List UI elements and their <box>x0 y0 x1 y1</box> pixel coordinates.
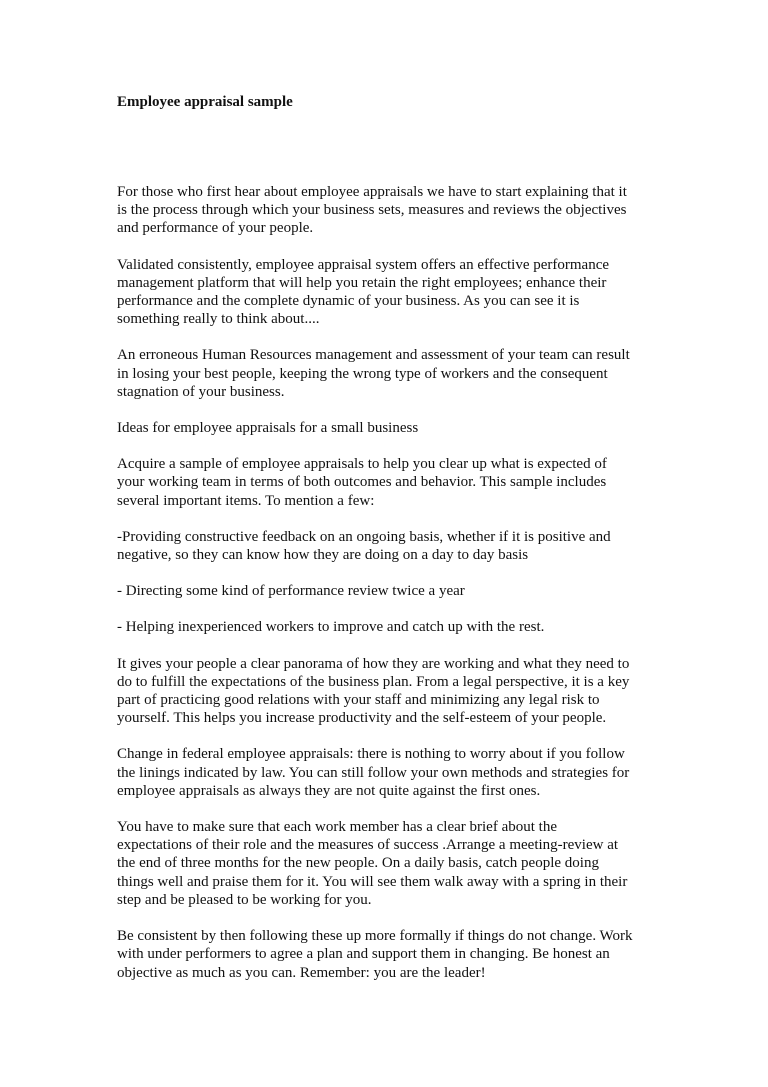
text-line: management platform that will help you retain the right employees; enhance their <box>117 274 607 291</box>
text-line: Change in federal employee appraisals: there is nothing to worry about if you follow <box>117 746 625 763</box>
text-line: Ideas for employee appraisals for a small business <box>117 420 419 437</box>
text-line: part of practicing good relations with your staff and minimizing any legal risk to <box>117 692 600 709</box>
text-line: performance and the complete dynamic of your business. As you can see it is <box>117 293 580 310</box>
text-line: objective as much as you can. Remember: you are the leader! <box>117 964 486 981</box>
paragraph <box>117 455 657 510</box>
text-line: something really to think about.... <box>117 311 320 328</box>
text-line: expectations of their role and the measures of success .Arrange a meeting-review at <box>117 837 619 854</box>
text-line: For those who first hear about employee appraisals we have to start explaining that it <box>117 184 627 200</box>
text-line: - Helping inexperienced workers to improve and catch up with the rest. <box>117 619 545 636</box>
paragraph <box>117 419 657 437</box>
text-line: You have to make sure that each work member has a clear brief about the <box>117 819 557 836</box>
text-line: is the process through which your business sets, measures and reviews the objectives <box>117 202 627 219</box>
text-line: the linings indicated by law. You can still follow your own methods and strategies for <box>117 764 630 781</box>
text-line: things well and praise them for it. You will see them walk away with a spring in their <box>117 873 628 890</box>
text-line: your working team in terms of both outcomes and behavior. This sample includes <box>117 474 607 491</box>
text-line: do to fulfill the expectations of the business plan. From a legal perspective, it is a key <box>117 673 630 690</box>
text-line: stagnation of your business. <box>117 383 285 400</box>
paragraph <box>117 745 657 800</box>
document-body <box>117 183 657 1000</box>
text-line: step and be pleased to be working for you. <box>117 891 372 908</box>
text-line: the end of three months for the new people. On a daily basis, catch people doing <box>117 855 599 872</box>
paragraph <box>117 528 657 564</box>
text-line: - Directing some kind of performance review twice a year <box>117 583 465 600</box>
paragraph <box>117 927 657 982</box>
paragraph <box>117 256 657 329</box>
text-line: Acquire a sample of employee appraisals to help you clear up what is expected of <box>117 456 607 473</box>
text-line: and performance of your people. <box>117 220 314 237</box>
page-title: Employee appraisal sample <box>117 94 293 110</box>
text-line: It gives your people a clear panorama of how they are working and what they need to <box>117 655 630 672</box>
text-line: Validated consistently, employee appraisal system offers an effective performance <box>117 256 610 273</box>
text-line: in losing your best people, keeping the wrong type of workers and the consequent <box>117 365 608 382</box>
text-line: yourself. This helps you increase productivity and the self-esteem of your people. <box>117 710 607 727</box>
text-line: with under performers to agree a plan and support them in changing. Be honest an <box>117 946 610 963</box>
paragraph <box>117 618 657 636</box>
text-line: An erroneous Human Resources management and assessment of your team can result <box>117 347 630 364</box>
paragraph <box>117 818 657 909</box>
text-line: -Providing constructive feedback on an ongoing basis, whether if it is positive and <box>117 528 611 545</box>
text-line: negative, so they can know how they are doing on a day to day basis <box>117 547 529 564</box>
text-line: Be consistent by then following these up more formally if things do not change. Work <box>117 928 633 945</box>
text-line: several important items. To mention a few: <box>117 492 375 509</box>
text-line: employee appraisals as always they are not quite against the first ones. <box>117 782 541 799</box>
paragraph <box>117 346 657 401</box>
paragraph <box>117 183 657 238</box>
paragraph <box>117 582 657 600</box>
paragraph <box>117 655 657 728</box>
